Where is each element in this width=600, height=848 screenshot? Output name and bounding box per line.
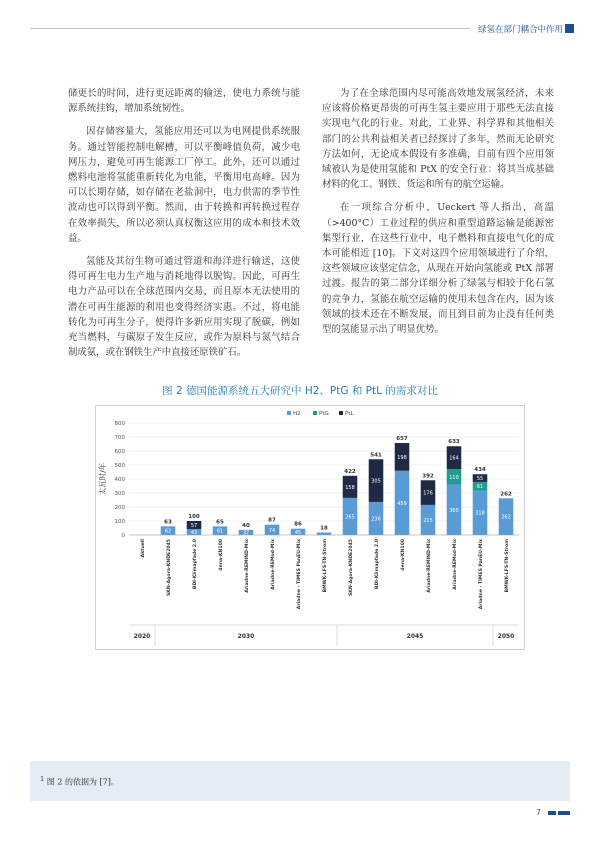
bar-value-label: 61: [476, 484, 484, 491]
y-tick-label: 600: [114, 449, 125, 455]
x-category-label: Ariadne-REMod-Mix: [271, 539, 276, 590]
bar-total-label: 63: [164, 519, 172, 526]
bar-total-label: 392: [422, 473, 434, 480]
y-tick-label: 200: [114, 505, 125, 511]
legend-label-ptg: PtG: [319, 411, 329, 417]
footnote: [40, 775, 119, 788]
left-column: [68, 86, 300, 368]
bar-value-label: 61: [216, 528, 224, 535]
bar-value-label: 74: [268, 527, 276, 534]
group-label: 2020: [133, 633, 151, 640]
legend-swatch-h2: [287, 411, 291, 415]
bar-total-label: 87: [268, 517, 276, 524]
x-category-label: dena-KN100: [401, 539, 406, 571]
x-category-label: dena-KN100: [219, 539, 224, 571]
bar-total-label: 633: [448, 439, 460, 446]
bar-segment-h2: [317, 532, 332, 535]
bar-value-label: 37: [242, 530, 250, 537]
legend-swatch-ptl: [339, 411, 343, 415]
left-paragraph-2: 因存储容量大，氢能应用还可以为电网提供系统服务。通过智能控制电解槽，可以平衡峰值负荷，减少电网压力，避免可再生能源工厂停工。此外，还可以通过燃料电池将氢能重新转化为电能，平衡用电高峰。因为可以长期存储，如存储在老盐洞中，电力供需的季节性波动也可以得到平衡。然而，由于转换和再转换过程存在效率损失，所以必须认真权衡这应用的成本和技术效益。: [68, 126, 300, 244]
x-category-label: Ariadne - TIMES PanEU-Mix: [297, 539, 302, 610]
bar-total-label: 40: [242, 522, 250, 529]
group-label: 2045: [406, 633, 424, 640]
bar-value-label: 265: [345, 514, 355, 521]
bar-value-label: 360: [449, 507, 459, 514]
bar-value-label: 164: [449, 455, 459, 462]
x-category-label: BDI-Klimapfade 2.0: [375, 539, 380, 590]
x-category-label: Ariadne - TIMES PanEU-Mix: [479, 539, 484, 610]
demand-comparison-chart: [95, 405, 525, 650]
y-tick-label: 700: [114, 435, 125, 441]
bar-value-label: 110: [449, 474, 459, 481]
bar-value-label: 215: [423, 517, 433, 524]
right-paragraph-2: 在一项综合分析中，Ueckert 等人指出，高温（>400°C）工业过程的供应和重型道路运输是能源密集型行业，在这些行业中，电子燃料和直接电气化的成本可能相近 [10]。下文对这四个应用领域进行了介绍，这些领域应该坚定信念，从现在开始向氢能或 PtX 部署过渡。报告的第二部分详细分析了绿氢与相较于化石氢的竞争力，氢能在航空运输的使用未包含在内，因为该领域的技术还在不断发展，而且到目前为止没有任何类型的氢能显示出了明显优势。: [322, 202, 554, 336]
bar-total-label: 86: [294, 521, 302, 528]
left-paragraph-3: 氢能及其衍生物可通过管道和海洋进行输送，这使得可再生电力生产地与消耗地得以脱钩。因此，可再生电力产品可以在全球范围内交易，而且原本无法使用的潜在可再生能源的利用也变得经济实惠。不过，将电能转化为可再生分子，使得许多新应用实现了脱碳，例如充当燃料，与碳原子发生反应，或作为原料与氮气结合制成氨，或在钢铁生产中直接还原铁矿石。: [68, 256, 300, 359]
footer-mark-small: [548, 811, 556, 815]
page-number: 7: [536, 808, 542, 817]
bar-value-label: 198: [397, 454, 407, 461]
footer-mark-large: [558, 811, 570, 815]
y-tick-label: 300: [114, 491, 125, 497]
bar-total-label: 657: [396, 436, 408, 443]
bar-value-label: 318: [475, 510, 485, 517]
bar-total-label: 541: [370, 452, 382, 459]
x-category-label: Aktuell: [141, 539, 146, 558]
y-axis-label: 太瓦时/年: [98, 462, 107, 496]
bar-value-label: 158: [345, 484, 355, 491]
footnote-text: 图 2 的依据为 [7]。: [46, 777, 119, 787]
bar-value-label: 236: [371, 516, 381, 523]
legend-swatch-ptg: [313, 411, 317, 415]
bar-value-label: 305: [371, 478, 381, 485]
bar-total-label: 65: [216, 519, 224, 526]
y-tick-label: 400: [114, 477, 125, 483]
figure-title: 图 2 德国能源系统五大研究中 H2、PtG 和 PtL 的需求对比: [162, 385, 438, 397]
running-header-title: 绿氢在部门耦合中作用: [478, 25, 564, 35]
group-label: 2050: [497, 633, 515, 640]
bar-total-label: 434: [474, 467, 486, 474]
header-square-mark: [565, 24, 574, 33]
group-label: 2030: [237, 633, 255, 640]
footnote-marker: 1: [40, 775, 45, 783]
x-category-label: SKN-Agora-KNDE2045: [349, 539, 354, 597]
y-tick-label: 500: [114, 463, 125, 469]
x-category-label: BDI-Klimapfade 2.0: [193, 539, 198, 590]
x-category-label: Ariadne-REMIND-Mix: [427, 539, 432, 593]
right-paragraph-1: 为了在全球范围内尽可能高效地发展氢经济，未来应该将价格更昂贵的可再生氢主要应用于那些无法直接实现电气化的行业。对此，工业界、科学界和其他相关部门的公共利益相关者已经探讨了多年，然而无论研究方法如何，无论成本假设有多准确，目前有四个应用领域被认为是使用氢能和 PtX 的安全行业：将其当成基础材料的化工、钢铁、货运和所有的航空运输。: [322, 88, 554, 191]
bar-value-label: 459: [397, 500, 407, 507]
x-category-label: SKN-Agora-KNDE2045: [167, 539, 172, 597]
y-tick-label: 100: [114, 519, 125, 525]
legend-label-h2: H2: [293, 411, 301, 417]
bar-value-label: 55: [476, 476, 484, 483]
x-category-label: BMWK-LFS-TN-Strom: [505, 539, 510, 593]
bar-value-label: 262: [501, 514, 511, 521]
x-category-label: Ariadne-REMIND-Mix: [245, 539, 250, 593]
right-column: [322, 86, 554, 345]
bar-value-label: 176: [423, 490, 433, 497]
x-category-label: BMWK-LFS-TN-Strom: [323, 539, 328, 593]
bar-value-label: 62: [164, 528, 172, 535]
bar-value-label: 43: [190, 529, 198, 536]
left-paragraph-1: 储更长的时间，进行更远距离的输送，使电力系统与能源系统挂钩，增加系统韧性。: [68, 88, 300, 115]
bar-total-label: 100: [188, 514, 200, 520]
legend-label-ptl: PtL: [345, 411, 354, 417]
y-tick-label: 800: [114, 421, 125, 427]
y-tick-label: 0: [121, 533, 125, 539]
bar-total-label: 18: [320, 525, 328, 532]
bar-total-label: 262: [500, 491, 512, 498]
bar-total-label: 422: [344, 468, 356, 475]
x-category-label: Ariadne-REMod-Mix: [453, 539, 458, 590]
header-rule: [30, 28, 470, 29]
bar-value-label: 57: [190, 522, 198, 529]
bar-value-label: 45: [294, 529, 302, 536]
